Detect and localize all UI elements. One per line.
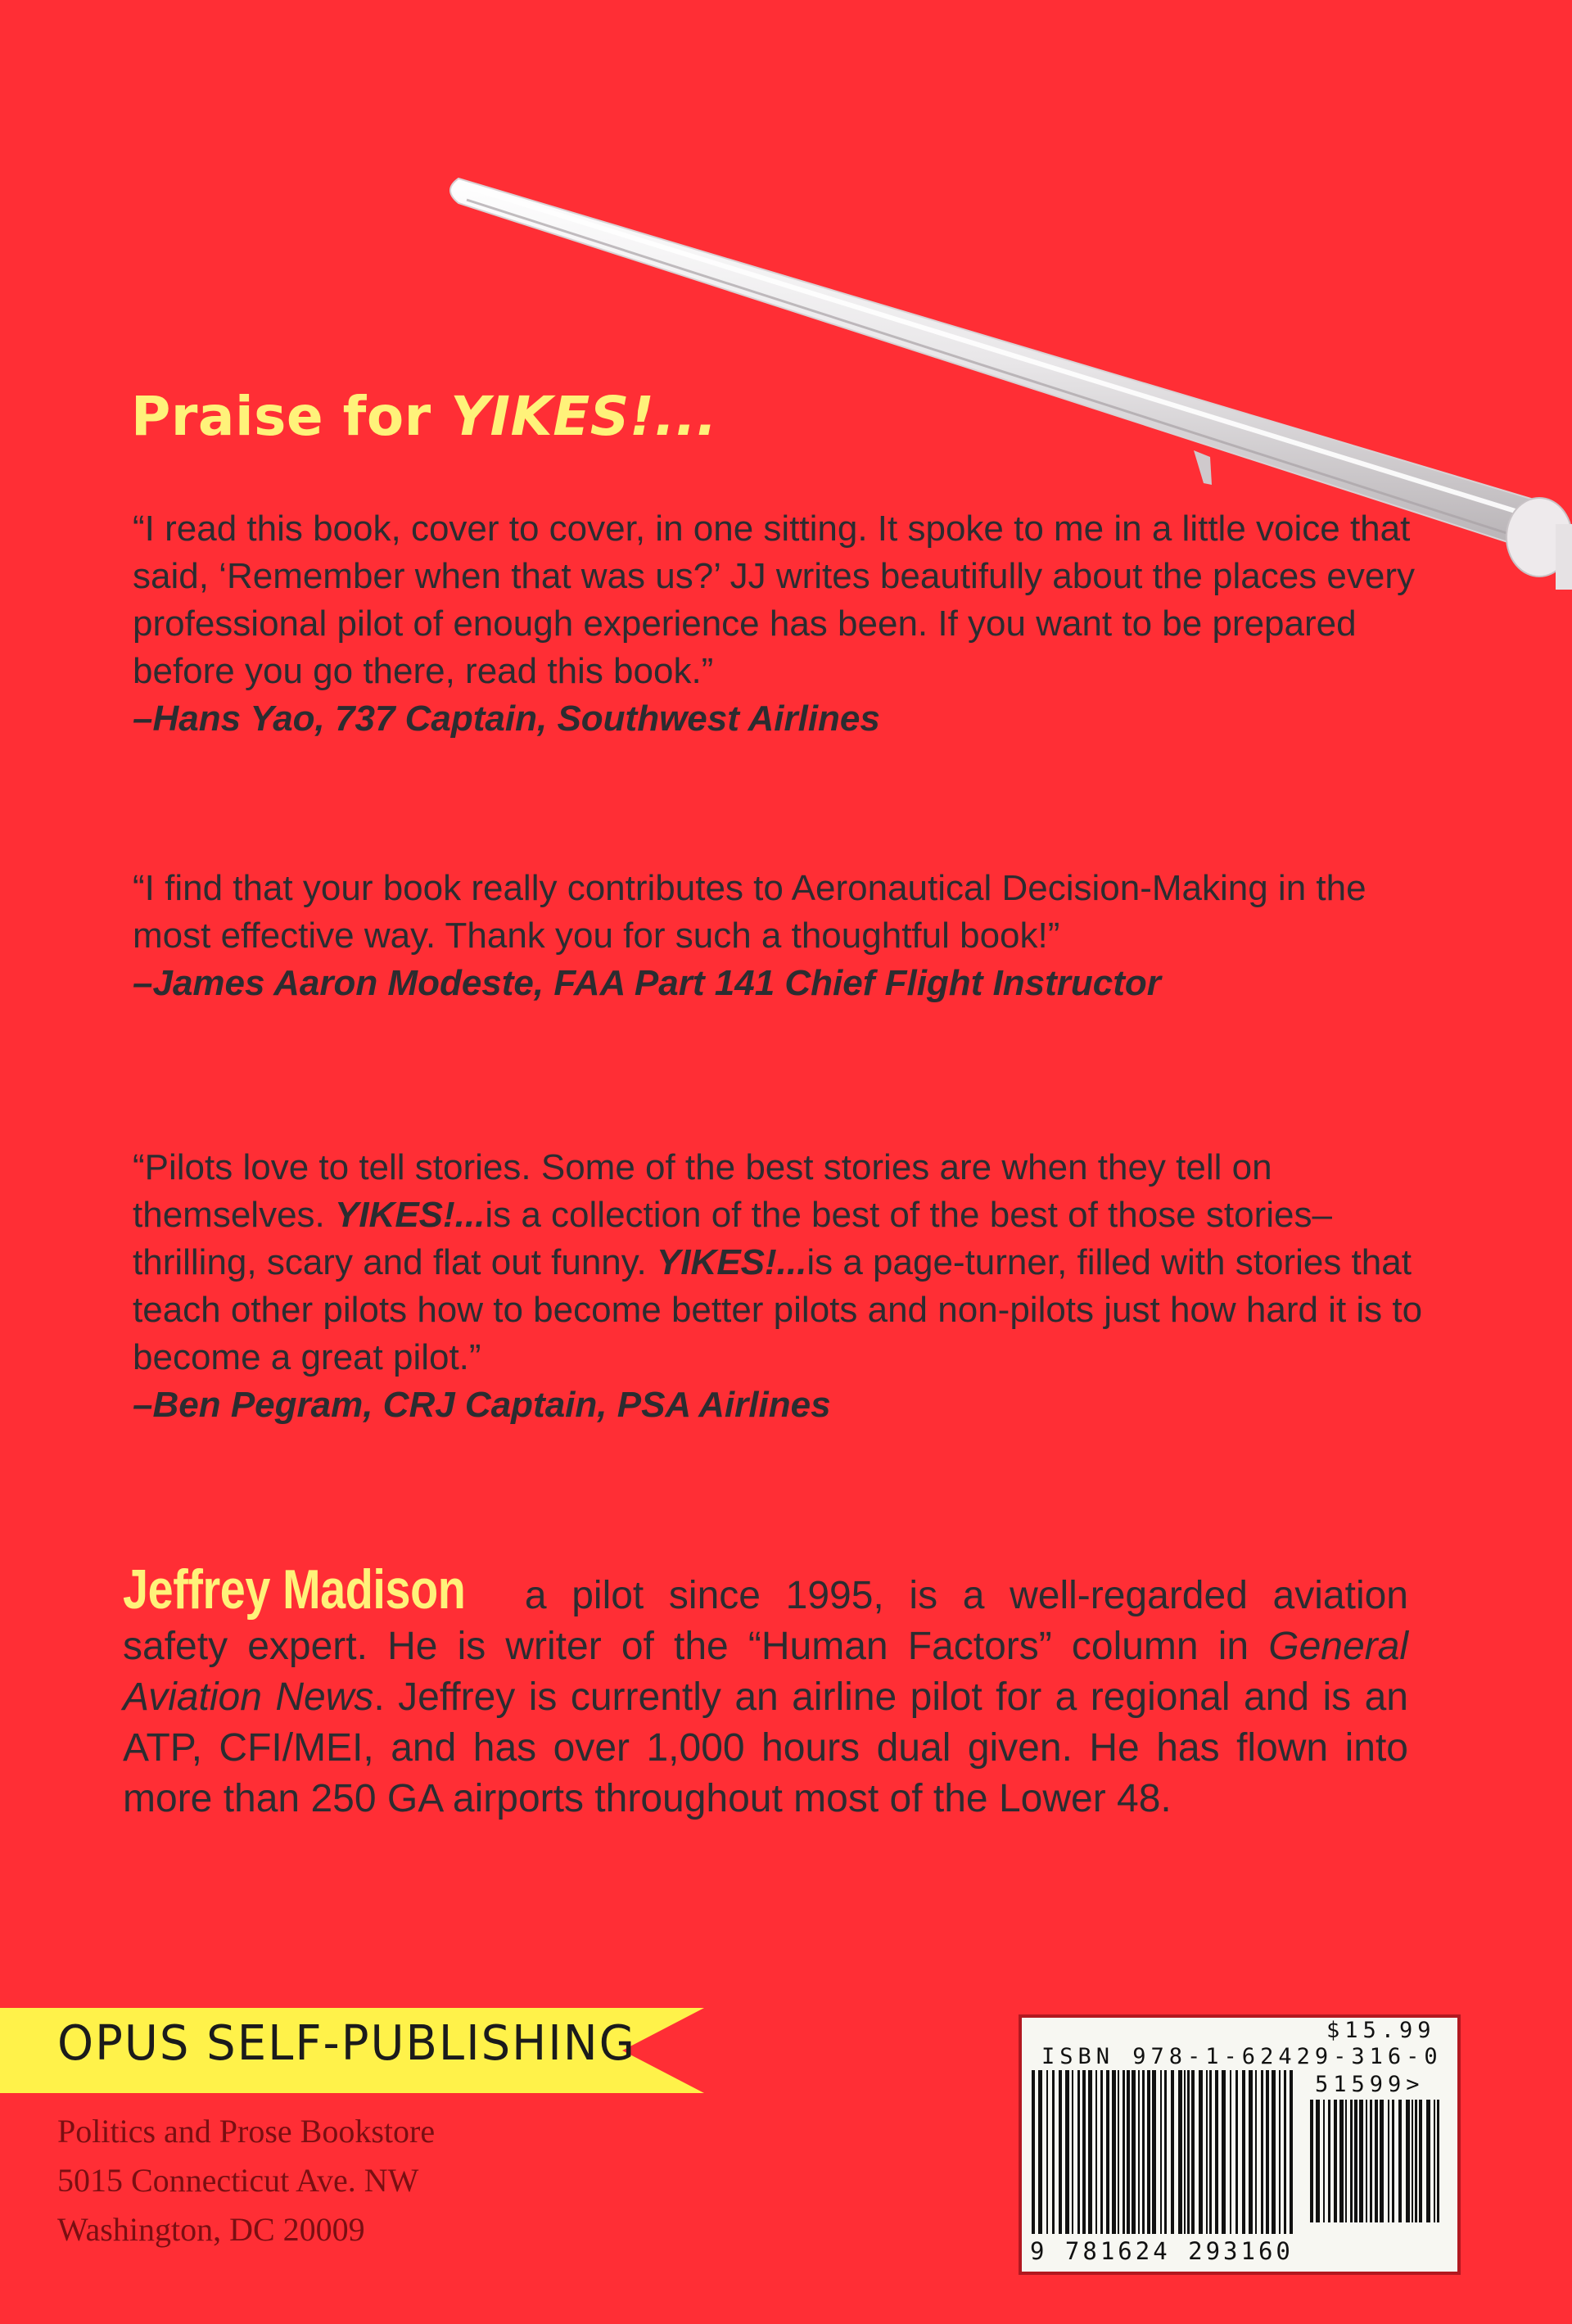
bookstore-address <box>57 2107 435 2254</box>
barcode-bar <box>1334 2100 1337 2222</box>
barcode-bar <box>1052 2070 1055 2234</box>
barcode-bar <box>1046 2070 1048 2234</box>
author-name: Jeffrey Madison <box>123 1558 466 1621</box>
barcode-bar <box>1310 2100 1313 2222</box>
book-title-emphasis: YIKES!... <box>334 1195 486 1235</box>
praise-heading-prefix: Praise for <box>131 385 451 448</box>
quote-text <box>133 1144 1443 1381</box>
bio-text-part: a pilot since 1995, is a well-regarded aviation safety expert. He is writer of the “Human Factors” column in <box>123 1574 1408 1668</box>
price-code: 51599> <box>1315 2072 1425 2097</box>
barcode-bar <box>1152 2070 1156 2234</box>
barcode-bar <box>1366 2100 1367 2222</box>
barcode-bar <box>1242 2070 1245 2234</box>
barcode-bar <box>1171 2070 1174 2234</box>
store-city: Washington, DC 20009 <box>57 2211 365 2248</box>
quote-2 <box>133 865 1443 1007</box>
barcode-bar <box>1160 2070 1162 2234</box>
barcode-bar <box>1187 2070 1190 2234</box>
barcode-bar <box>1112 2070 1116 2234</box>
barcode-bar <box>1235 2070 1238 2234</box>
barcode-bar <box>1077 2070 1080 2234</box>
barcode-bar <box>1388 2100 1389 2222</box>
isbn-label: ISBN 978-1-62429-316-0 <box>1041 2044 1443 2069</box>
barcode-bar <box>1323 2100 1325 2222</box>
quote-attribution: –James Aaron Modeste, FAA Part 141 Chief Flight Instructor <box>133 963 1161 1003</box>
barcode-bar <box>1350 2100 1353 2222</box>
barcode-bar <box>1339 2100 1344 2222</box>
barcode-bar <box>1142 2070 1145 2234</box>
quote-text-part: “Pilots love to tell stories. Some of the best stories are when they tell on themselves. <box>133 1147 1272 1235</box>
barcode-bar <box>1184 2070 1186 2234</box>
barcode-bar <box>1392 2100 1394 2222</box>
bio-text-part: . Jeffrey is currently an airline pilot for a regional and is an ATP, CFI/MEI, and has over 1,000 hours dual given. He has flown into more than 250 GA airports throughout most of the Lower 48. <box>123 1675 1408 1820</box>
quote-attribution: –Hans Yao, 737 Captain, Southwest Airlines <box>133 699 880 739</box>
publication-name: General Aviation News <box>123 1625 1408 1719</box>
barcode-bar <box>1261 2070 1263 2234</box>
barcode-bar <box>1370 2100 1372 2222</box>
barcode-bar <box>1065 2070 1069 2234</box>
barcode-bar <box>1032 2070 1035 2234</box>
barcode-bar <box>1082 2070 1086 2234</box>
barcode-bar <box>1164 2070 1167 2234</box>
quote-attribution: –Ben Pegram, CRJ Captain, PSA Airlines <box>133 1385 831 1425</box>
barcode-bar <box>1100 2070 1103 2234</box>
barcode-bar <box>1138 2070 1140 2234</box>
barcode-bar <box>1406 2100 1410 2222</box>
barcode-bar <box>1072 2070 1073 2234</box>
barcode-bar <box>1038 2070 1042 2234</box>
barcode-bar <box>1123 2070 1125 2234</box>
barcode-bar <box>1199 2070 1203 2234</box>
barcode-bar <box>1222 2070 1226 2234</box>
barcode-bar <box>1178 2070 1182 2234</box>
barcode-bar <box>1419 2100 1422 2222</box>
barcode-bar <box>1095 2070 1097 2234</box>
barcode-bar <box>1290 2070 1293 2234</box>
isbn-barcode <box>1019 2014 1461 2275</box>
barcode-bar <box>1191 2070 1195 2234</box>
barcode-bar <box>1279 2070 1281 2234</box>
author-bio <box>123 1558 1408 1824</box>
barcode-bar <box>1354 2100 1357 2222</box>
barcode-bar <box>1147 2070 1150 2234</box>
praise-heading-title: YIKES!... <box>450 385 718 448</box>
quote-text-part: is a collection of the best of the best of those stories–thrilling, scary and flat out funny. <box>133 1195 1332 1282</box>
price-label: $15.99 <box>1326 2018 1436 2043</box>
publisher-name: OPUS SELF-PUBLISHING <box>57 2015 637 2072</box>
barcode-bars <box>1028 2070 1299 2234</box>
isbn-digits: 9 781624 293160 <box>1030 2237 1294 2265</box>
price-barcode-bars <box>1307 2100 1446 2222</box>
barcode-bar <box>1266 2070 1269 2234</box>
barcode-bar <box>1398 2100 1402 2222</box>
quote-3 <box>133 1144 1443 1429</box>
barcode-bar <box>1434 2100 1435 2222</box>
barcode-bar <box>1316 2100 1320 2222</box>
book-title-emphasis: YIKES!... <box>656 1242 807 1282</box>
praise-heading <box>131 385 717 448</box>
barcode-bar <box>1118 2070 1119 2234</box>
store-street: 5015 Connecticut Ave. NW <box>57 2162 419 2199</box>
quote-text: “I read this book, cover to cover, in one sitting. It spoke to me in a little voice that said, ‘Remember when that was us?’ JJ writes beautifully about the places every professional pilot of enough experience has been. If you want to be prepared before you go there, read this book.” <box>133 509 1416 691</box>
barcode-bar <box>1426 2100 1430 2222</box>
barcode-bar <box>1359 2100 1363 2222</box>
barcode-bar <box>1380 2100 1384 2222</box>
barcode-bar <box>1272 2070 1276 2234</box>
quote-1 <box>133 505 1443 743</box>
barcode-bar <box>1230 2070 1231 2234</box>
barcode-bar <box>1345 2100 1347 2222</box>
barcode-bar <box>1249 2070 1253 2234</box>
barcode-bar <box>1437 2100 1439 2222</box>
barcode-bar <box>1284 2070 1286 2234</box>
quote-text-part: is a page-turner, filled with stories that teach other pilots how to become better pilots and non-pilots just how hard it is to become a great pilot.” <box>133 1242 1423 1377</box>
barcode-bar <box>1132 2070 1136 2234</box>
barcode-bar <box>1375 2100 1378 2222</box>
barcode-bar <box>1209 2070 1212 2234</box>
store-name: Politics and Prose Bookstore <box>57 2113 436 2150</box>
barcode-bar <box>1415 2100 1417 2222</box>
barcode-bar <box>1255 2070 1257 2234</box>
barcode-bar <box>1206 2070 1208 2234</box>
barcode-bar <box>1412 2100 1413 2222</box>
barcode-bar <box>1059 2070 1062 2234</box>
barcode-bar <box>1106 2070 1109 2234</box>
barcode-bar <box>1088 2070 1092 2234</box>
quote-text: “I find that your book really contributes to Aeronautical Decision-Making in the most effective way. Thank you for such a thoughtful book!” <box>133 868 1366 956</box>
barcode-bar <box>1215 2070 1218 2234</box>
barcode-bar <box>1127 2070 1130 2234</box>
barcode-bar <box>1328 2100 1330 2222</box>
